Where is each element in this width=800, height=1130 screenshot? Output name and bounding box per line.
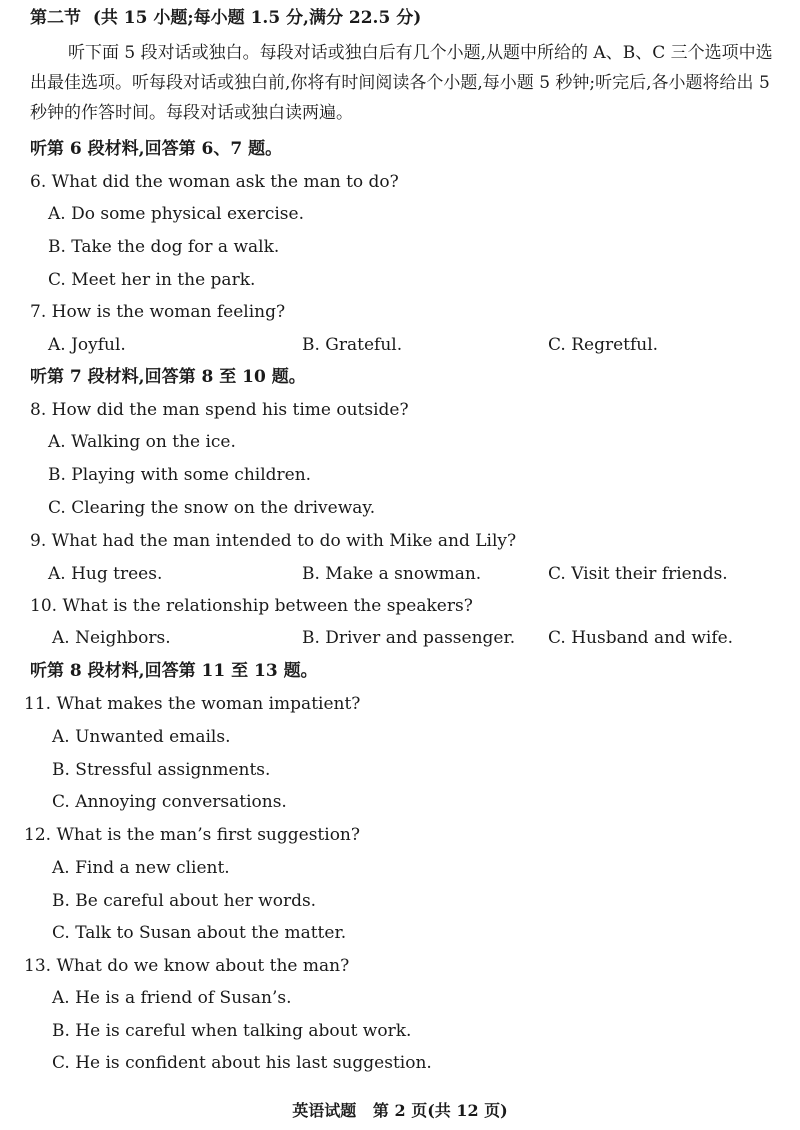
group-heading-7: 听第 7 段材料,回答第 8 至 10 题。	[30, 367, 306, 387]
group-heading-8: 听第 8 段材料,回答第 11 至 13 题。	[30, 661, 318, 681]
question-11-option-b: B. Stressful assignments.	[52, 760, 271, 780]
question-13-stem: 13. What do we know about the man?	[24, 956, 350, 976]
section-heading: 第二节 (共 15 小题;每小题 1.5 分,满分 22.5 分)	[30, 8, 422, 28]
question-6-stem: 6. What did the woman ask the man to do?	[30, 172, 399, 192]
question-13-option-c: C. He is confident about his last suggestion.	[52, 1053, 432, 1073]
question-8-option-b: B. Playing with some children.	[48, 465, 312, 485]
question-12-stem: 12. What is the man’s first suggestion?	[24, 825, 360, 845]
question-8-option-c: C. Clearing the snow on the driveway.	[48, 498, 376, 518]
question-9-option-c: C. Visit their friends.	[548, 564, 728, 584]
question-10-option-c: C. Husband and wife.	[548, 628, 734, 648]
question-12-option-a: A. Find a new client.	[52, 858, 230, 878]
question-6-option-a: A. Do some physical exercise.	[48, 204, 304, 224]
question-11-stem: 11. What makes the woman impatient?	[24, 694, 361, 714]
question-6-option-c: C. Meet her in the park.	[48, 270, 256, 290]
group-heading-6: 听第 6 段材料,回答第 6、7 题。	[30, 139, 283, 159]
question-6-option-b: B. Take the dog for a walk.	[48, 237, 280, 257]
question-11-option-c: C. Annoying conversations.	[52, 792, 287, 812]
question-10-option-a: A. Neighbors.	[52, 628, 171, 648]
question-12-option-c: C. Talk to Susan about the matter.	[52, 923, 347, 943]
question-7-option-b: B. Grateful.	[302, 335, 403, 355]
question-11-option-a: A. Unwanted emails.	[52, 727, 231, 747]
page-footer: 英语试题 第 2 页(共 12 页)	[292, 1101, 508, 1120]
question-10-stem: 10. What is the relationship between the speakers?	[30, 596, 473, 616]
question-13-option-b: B. He is careful when talking about work.	[52, 1021, 412, 1041]
question-7-stem: 7. How is the woman feeling?	[30, 302, 286, 322]
question-12-option-b: B. Be careful about her words.	[52, 891, 317, 911]
question-9-stem: 9. What had the man intended to do with Mike and Lily?	[30, 531, 517, 551]
question-9-option-b: B. Make a snowman.	[302, 564, 482, 584]
section-instructions: 听下面 5 段对话或独白。每段对话或独白后有几个小题,从题中所给的 A、B、C 三个选项中选出最佳选项。听每段对话或独白前,你将有时间阅读各个小题,每小题 5 秒钟;听完后,各小题将给出 5 秒钟的作答时间。每段对话或独白读两遍。	[30, 43, 773, 123]
question-9-option-a: A. Hug trees.	[48, 564, 163, 584]
question-8-option-a: A. Walking on the ice.	[48, 432, 236, 452]
question-8-stem: 8. How did the man spend his time outside?	[30, 400, 409, 420]
question-10-option-b: B. Driver and passenger.	[302, 628, 516, 648]
question-13-option-a: A. He is a friend of Susan’s.	[52, 988, 292, 1008]
question-7-option-a: A. Joyful.	[48, 335, 126, 355]
question-7-option-c: C. Regretful.	[548, 335, 659, 355]
